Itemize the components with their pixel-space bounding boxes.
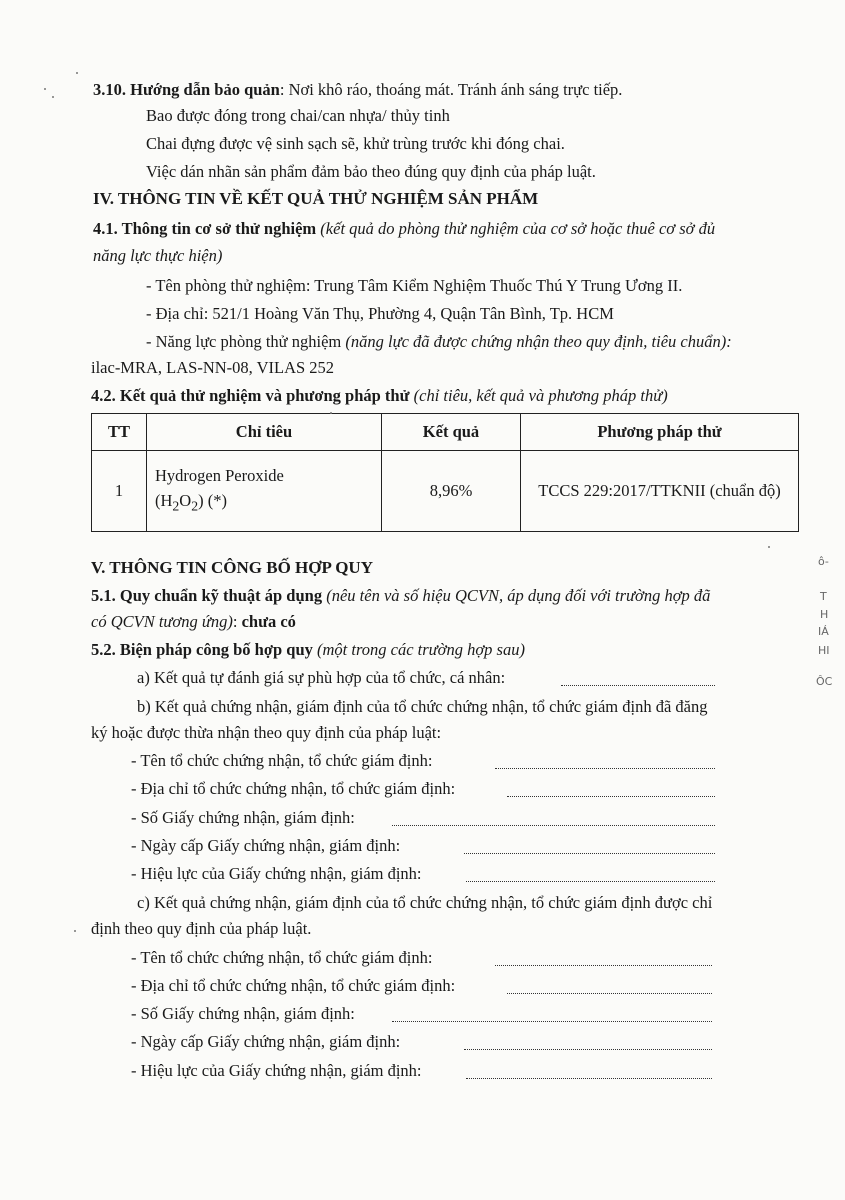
- scan-speck: [44, 88, 46, 90]
- option-c-item-number: - Số Giấy chứng nhận, giám định:: [131, 1004, 355, 1023]
- section-4-1-note-cont: năng lực thực hiện): [93, 246, 223, 265]
- section-5-1-note-cont: có QCVN tương ứng): [91, 612, 233, 631]
- formula-subscript: 2: [191, 498, 199, 514]
- table-row: [92, 451, 799, 532]
- fill-line: [466, 1076, 712, 1079]
- formula-part: O: [179, 491, 192, 511]
- scan-speck: [76, 72, 78, 74]
- section-4-2-label: 4.2. Kết quả thử nghiệm và phương pháp thử: [91, 386, 410, 405]
- option-b-item-address: - Địa chỉ tổ chức chứng nhận, tổ chức giám định:: [131, 779, 456, 798]
- section-5-2-note: (một trong các trường hợp sau): [317, 640, 525, 659]
- header-result: Kết quả: [382, 414, 521, 451]
- section-4-1-note: (kết quả do phòng thử nghiệm của cơ sở hoặc thuê cơ sở đủ: [320, 219, 716, 238]
- fill-line: [561, 683, 715, 686]
- option-b-item-date: - Ngày cấp Giấy chứng nhận, giám định:: [131, 836, 401, 855]
- margin-stamp-6: ÔC: [816, 675, 833, 688]
- option-c-item-name: - Tên tổ chức chứng nhận, tổ chức giám định:: [131, 948, 433, 967]
- cell-tt: 1: [92, 451, 147, 532]
- fill-line: [392, 1019, 712, 1022]
- section-3-10-label: 3.10. Hướng dẫn bảo quản: [93, 80, 280, 99]
- cell-result: 8,96%: [382, 451, 521, 532]
- scan-speck: [330, 412, 332, 414]
- storage-line-2: Chai đựng được vệ sinh sạch sẽ, khử trùng trước khi đóng chai.: [146, 134, 565, 153]
- section-5-1-value: chưa có: [241, 612, 296, 631]
- storage-line-3: Việc dán nhãn sản phẩm đảm bảo theo đúng quy định của pháp luật.: [146, 162, 596, 181]
- section-4-2-note: (chỉ tiêu, kết quả và phương pháp thử): [413, 386, 668, 405]
- option-b-line-2: ký hoặc được thừa nhận theo quy định của pháp luật:: [91, 723, 442, 742]
- option-c-item-validity: - Hiệu lực của Giấy chứng nhận, giám định:: [131, 1061, 422, 1080]
- fill-line: [466, 879, 715, 882]
- section-3-10-line: [93, 80, 622, 100]
- section-4-heading: IV. THÔNG TIN VỀ KẾT QUẢ THỬ NGHIỆM SẢN PHẨM: [93, 189, 539, 208]
- section-5-1-line: [91, 586, 710, 606]
- lab-capacity-value: ilac-MRA, LAS-NN-08, VILAS 252: [91, 358, 335, 377]
- lab-capacity-label: - Năng lực phòng thử nghiệm: [146, 332, 342, 351]
- section-4-1-label: 4.1. Thông tin cơ sở thử nghiệm: [93, 219, 317, 238]
- section-5-1-label: 5.1. Quy chuẩn kỹ thuật áp dụng: [91, 586, 323, 605]
- section-3-10-text: : Nơi khô ráo, thoáng mát. Tránh ánh sáng trực tiếp.: [279, 80, 623, 99]
- option-a: a) Kết quả tự đánh giá sự phù hợp của tổ chức, cá nhân:: [137, 668, 506, 687]
- indicator-formula: [155, 488, 380, 518]
- indicator-name: Hydrogen Peroxide: [155, 466, 284, 486]
- section-5-1-cont: [91, 612, 296, 632]
- margin-stamp-5: HI: [818, 644, 830, 657]
- margin-stamp-3: H: [820, 608, 829, 621]
- section-5-heading: V. THÔNG TIN CÔNG BỐ HỢP QUY: [91, 558, 373, 577]
- scan-speck: [74, 930, 76, 932]
- formula-subscript: 2: [172, 498, 180, 514]
- section-5-1-note: (nêu tên và số hiệu QCVN, áp dụng đối với trường hợp đã: [326, 586, 711, 605]
- section-4-2-line: [91, 386, 668, 406]
- fill-line: [392, 823, 715, 826]
- option-c-item-date: - Ngày cấp Giấy chứng nhận, giám định:: [131, 1032, 401, 1051]
- option-c-line-1: c) Kết quả chứng nhận, giám định của tổ chức chứng nhận, tổ chức giám định được chỉ: [137, 893, 713, 912]
- margin-stamp-2: T: [820, 590, 827, 603]
- option-b-item-number: - Số Giấy chứng nhận, giám định:: [131, 808, 355, 827]
- margin-stamp-1: ô-: [818, 555, 829, 568]
- fill-line: [464, 851, 715, 854]
- option-b-item-name: - Tên tổ chức chứng nhận, tổ chức giám định:: [131, 751, 433, 770]
- lab-capacity-line: [146, 332, 732, 352]
- lab-address: - Địa chỉ: 521/1 Hoàng Văn Thụ, Phường 4, Quận Tân Bình, Tp. HCM: [146, 304, 614, 323]
- test-results-table: [91, 413, 799, 532]
- option-b-item-validity: - Hiệu lực của Giấy chứng nhận, giám định:: [131, 864, 422, 883]
- fill-line: [507, 794, 715, 797]
- storage-line-1: Bao được đóng trong chai/can nhựa/ thủy tinh: [146, 106, 450, 125]
- cell-indicator: [147, 451, 382, 532]
- section-5-2-label: 5.2. Biện pháp công bố hợp quy: [91, 640, 313, 659]
- option-c-item-address: - Địa chỉ tổ chức chứng nhận, tổ chức giám định:: [131, 976, 456, 995]
- section-5-2-line: [91, 640, 525, 660]
- margin-stamp-4: IÁ: [818, 625, 829, 638]
- fill-line: [507, 991, 712, 994]
- option-c-line-2: định theo quy định của pháp luật.: [91, 919, 312, 938]
- scan-speck: [768, 546, 770, 548]
- section-4-1-line: [93, 219, 715, 239]
- table-header-row: [92, 414, 799, 451]
- lab-name: - Tên phòng thử nghiệm: Trung Tâm Kiểm Nghiệm Thuốc Thú Y Trung Ương II.: [146, 276, 683, 295]
- formula-part: ) (*): [198, 491, 227, 511]
- fill-line: [495, 766, 715, 769]
- header-tt: TT: [92, 414, 147, 451]
- header-indicator: Chỉ tiêu: [147, 414, 382, 451]
- section-5-1-colon: :: [232, 612, 238, 631]
- fill-line: [464, 1047, 712, 1050]
- fill-line: [495, 963, 712, 966]
- lab-capacity-note: (năng lực đã được chứng nhận theo quy định, tiêu chuẩn):: [345, 332, 732, 351]
- header-method: Phương pháp thử: [521, 414, 799, 451]
- formula-part: (H: [155, 491, 173, 511]
- cell-method: TCCS 229:2017/TTKNII (chuẩn độ): [521, 451, 799, 532]
- scan-speck: [52, 96, 54, 98]
- option-b-line-1: b) Kết quả chứng nhận, giám định của tổ chức chứng nhận, tổ chức giám định đã đăng: [137, 697, 708, 716]
